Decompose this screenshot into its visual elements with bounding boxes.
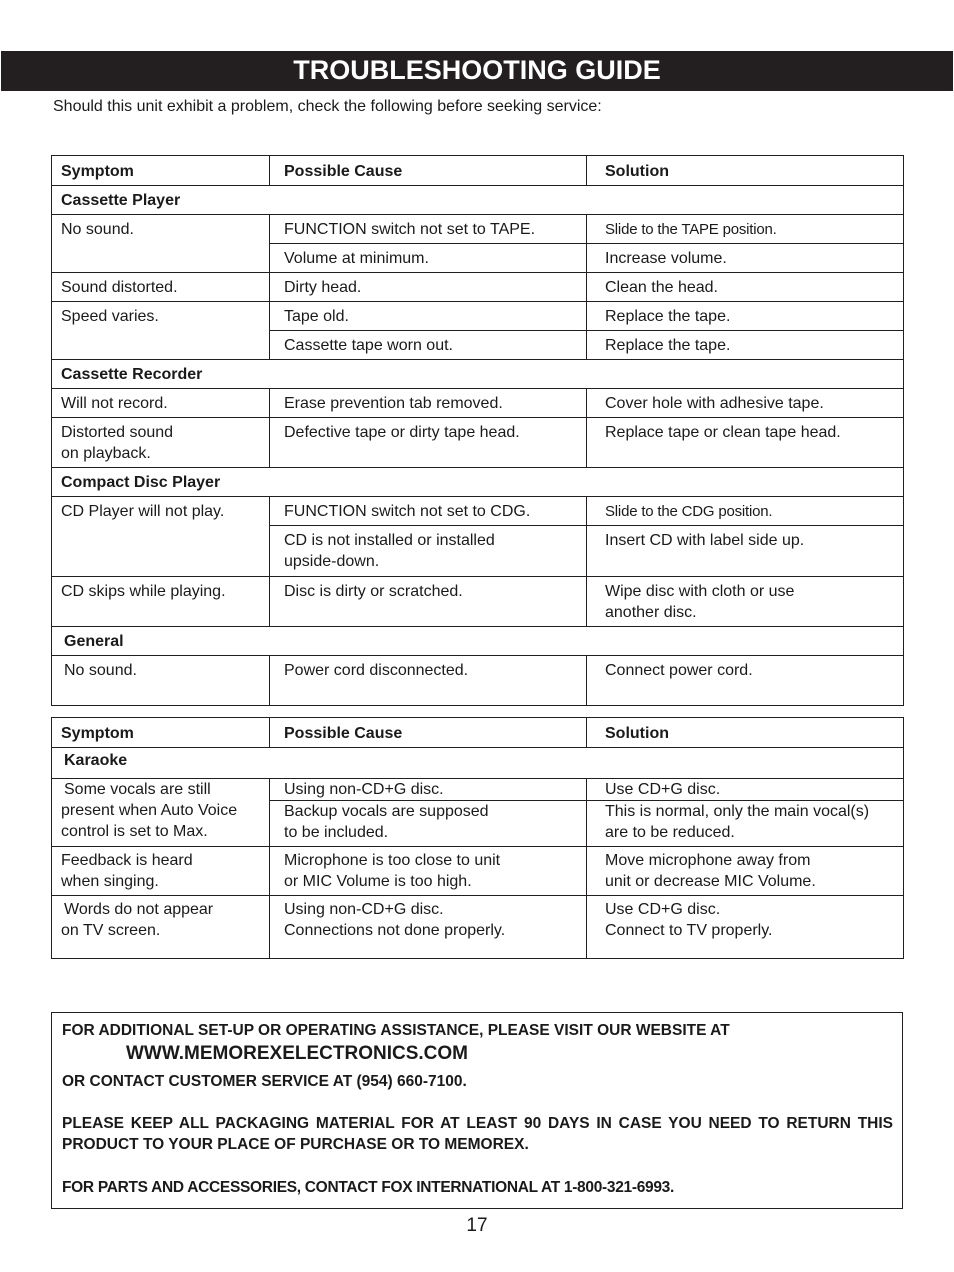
page-title: TROUBLESHOOTING GUIDE [1,51,953,91]
solution-cell [587,896,904,959]
solution-cell: Cover hole with adhesive tape. [587,389,904,418]
solution-cell: Connect power cord. [587,656,904,706]
solution-line: This is normal, only the main vocal(s) [605,803,870,820]
solution-line: unit or decrease MIC Volume. [605,873,816,890]
cause-line: upside-down. [284,553,380,570]
section-general [52,627,904,656]
solution-cell: Slide to the TAPE position. [587,215,904,244]
symptom-cell [52,656,270,706]
symptom-line: on TV screen. [61,922,161,939]
symptom-cell [52,418,270,468]
section-row [52,627,904,656]
intro-text: Should this unit exhibit a problem, check the following before seeking service: [53,98,602,115]
symptom-line: when singing. [61,873,159,890]
table-row [52,418,904,468]
solution-cell: Replace the tape. [587,302,904,331]
cause-cell: FUNCTION switch not set to TAPE. [270,215,587,244]
section-cassette-player: Cassette Player [52,186,904,215]
solution-line: Use CD+G disc. [605,901,721,918]
solution-line: another disc. [605,604,697,621]
table-row [52,656,904,706]
solution-cell: Use CD+G disc. [587,779,904,801]
symptom-cell: CD skips while playing. [52,577,270,627]
cause-cell [270,526,587,577]
symptom-cell: No sound. [52,215,270,273]
cause-cell: Erase prevention tab removed. [270,389,587,418]
symptom-cell [52,896,270,959]
cause-line: Backup vocals are supposed [284,803,489,820]
cause-cell: Disc is dirty or scratched. [270,577,587,627]
section-karaoke-label: Karaoke [64,752,128,769]
table-row [52,779,904,801]
solution-cell: Clean the head. [587,273,904,302]
table-row [52,847,904,896]
cause-cell: Power cord disconnected. [270,656,587,706]
table-header-row [52,156,904,186]
parts-contact-text: FOR PARTS AND ACCESSORIES, CONTACT FOX INTERNATIONAL AT 1-800-321-6993. [62,1179,674,1196]
customer-service-text: OR CONTACT CUSTOMER SERVICE AT (954) 660-7100. [62,1073,467,1090]
cause-cell [270,801,587,847]
cause-cell: Tape old. [270,302,587,331]
solution-cell: Replace the tape. [587,331,904,360]
website-link[interactable]: WWW.MEMOREXELECTRONICS.COM [126,1043,468,1064]
solution-cell: Insert CD with label side up. [587,526,904,577]
page-number: 17 [466,1215,488,1236]
header-cause: Possible Cause [270,156,587,186]
symptom-cell: Sound distorted. [52,273,270,302]
symptom-cell [52,847,270,896]
cause-cell: FUNCTION switch not set to CDG. [270,497,587,526]
cause-line: CD is not installed or installed [284,532,495,549]
table-row [52,577,904,627]
header-symptom: Symptom [52,156,270,186]
solution-cell: Slide to the CDG position. [587,497,904,526]
packaging-notice: PLEASE KEEP ALL PACKAGING MATERIAL FOR AT LEAST 90 DAYS IN CASE YOU NEED TO RETURN THIS PRODUCT TO YOUR PLACE OF PURCHASE OR TO MEMOREX. [62,1115,893,1153]
cause-line: Microphone is too close to unit [284,852,501,869]
table-row [52,896,904,959]
section-row [52,186,904,215]
symptom-line: control is set to Max. [61,823,208,840]
section-row [52,748,904,779]
assistance-text: FOR ADDITIONAL SET-UP OR OPERATING ASSISTANCE, PLEASE VISIT OUR WEBSITE AT [62,1022,730,1039]
header-solution: Solution [587,156,904,186]
cause-cell: Dirty head. [270,273,587,302]
cause-line: Connections not done properly. [284,922,506,939]
header-symptom: Symptom [52,718,270,748]
symptom-line: present when Auto Voice [61,802,238,819]
section-karaoke [52,748,904,779]
table-row [52,497,904,526]
symptom-cell: CD Player will not play. [52,497,270,577]
cause-line: or MIC Volume is too high. [284,873,472,890]
header-solution: Solution [587,718,904,748]
symptom-cell: Will not record. [52,389,270,418]
symptom-text: No sound. [64,662,137,679]
solution-line: Connect to TV properly. [605,922,773,939]
symptom-line: Distorted sound [61,424,174,441]
symptom-line: on playback. [61,445,151,462]
solution-line: Wipe disc with cloth or use [605,583,795,600]
section-cassette-recorder: Cassette Recorder [52,360,904,389]
cause-cell [270,896,587,959]
table-row [52,389,904,418]
symptom-line: Feedback is heard [61,852,193,869]
solution-cell [587,801,904,847]
table-header-row [52,718,904,748]
solution-cell [587,577,904,627]
solution-cell: Increase volume. [587,244,904,273]
section-row [52,360,904,389]
cause-cell: Cassette tape worn out. [270,331,587,360]
header-cause: Possible Cause [270,718,587,748]
solution-line: are to be reduced. [605,824,735,841]
cause-cell: Volume at minimum. [270,244,587,273]
table-row [52,273,904,302]
section-general-label: General [64,633,124,650]
assistance-info-box [51,1012,903,1209]
table-row [52,302,904,331]
section-compact-disc-player: Compact Disc Player [52,468,904,497]
section-row [52,468,904,497]
symptom-line: Words do not appear [64,901,214,918]
solution-line: Move microphone away from [605,852,811,869]
troubleshooting-table-2 [51,717,904,959]
cause-line: Using non-CD+G disc. [284,901,444,918]
troubleshooting-table-1 [51,155,904,706]
cause-cell: Defective tape or dirty tape head. [270,418,587,468]
symptom-cell: Speed varies. [52,302,270,360]
cause-cell [270,847,587,896]
cause-cell: Using non-CD+G disc. [270,779,587,801]
table-row [52,215,904,244]
symptom-line: Some vocals are still [64,781,211,798]
solution-cell: Replace tape or clean tape head. [587,418,904,468]
cause-line: to be included. [284,824,389,841]
symptom-cell [52,779,270,847]
solution-cell [587,847,904,896]
